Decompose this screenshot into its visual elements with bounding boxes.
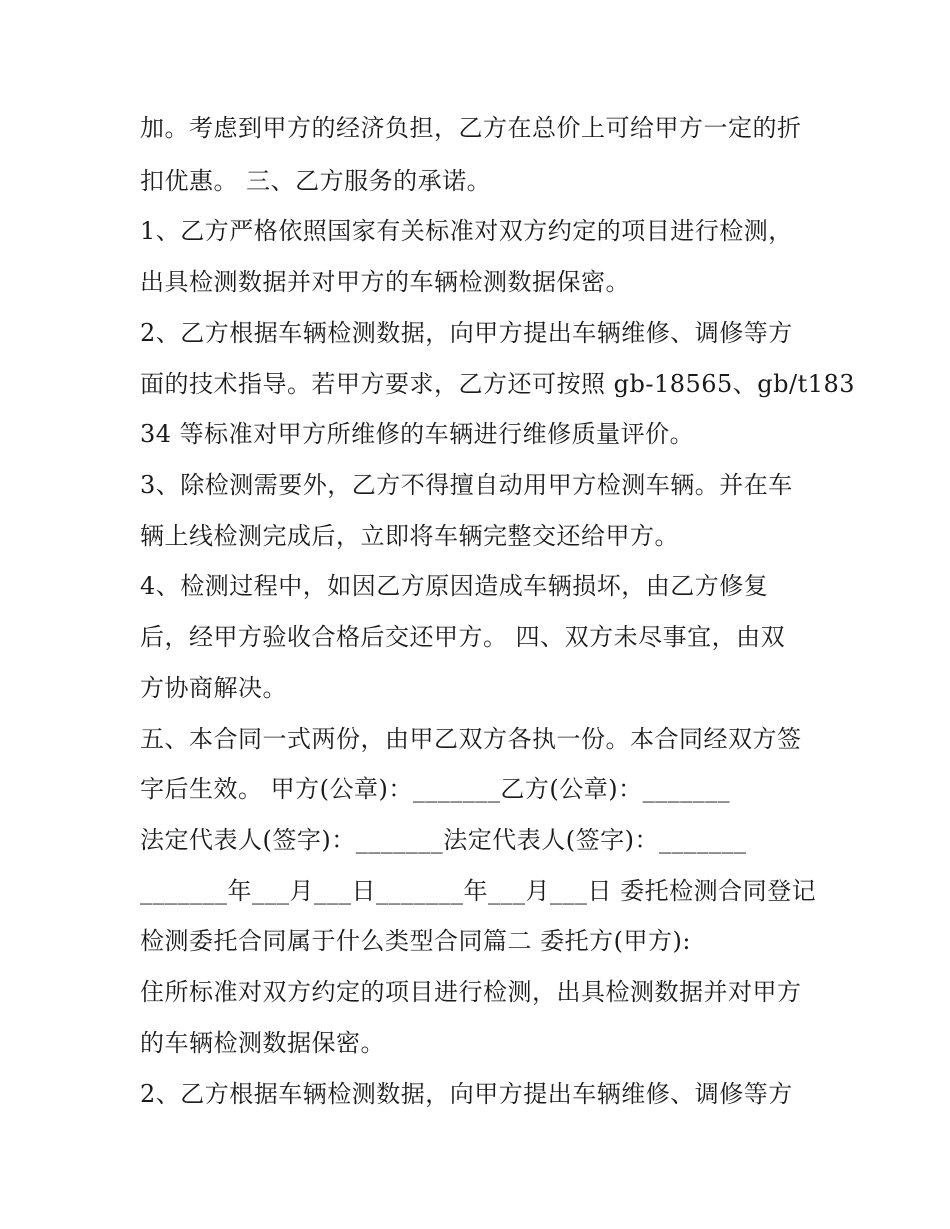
text-line: 4、检测过程中，如因乙方原因造成车辆损坏，由乙方修复 [140,572,769,600]
text-line: 1、乙方严格依照国家有关标准对双方约定的项目进行检测， [140,217,793,245]
text-line: 出具检测数据并对甲方的车辆检测数据保密。 [140,268,630,296]
text-line: 2、乙方根据车辆检测数据，向甲方提出车辆维修、调修等方 [140,1080,793,1108]
text-line: 34 等标准对甲方所维修的车辆进行维修质量评价。 [140,420,695,448]
text-line: 2、乙方根据车辆检测数据，向甲方提出车辆维修、调修等方 [140,319,793,347]
text-line: 五、本合同一式两份，由甲乙双方各执一份。本合同经双方签 [140,725,802,753]
text-line: 加。考虑到甲方的经济负担，乙方在总价上可给甲方一定的折 [140,114,802,142]
text-line: 后，经甲方验收合格后交还甲方。 四、双方未尽事宜，由双 [140,623,786,651]
text-line: 住所标准对双方约定的项目进行检测，出具检测数据并对甲方 [140,978,802,1006]
text-line: 法定代表人(签字)：_______法定代表人(签字)：_______ [140,826,747,854]
text-line: 3、除检测需要外，乙方不得擅自动用甲方检测车辆。并在车 [140,471,793,499]
text-line: 方协商解决。 [140,674,287,702]
text-line: 字后生效。 甲方(公章)：_______乙方(公章)：_______ [140,775,731,803]
text-line: 面的技术指导。若甲方要求，乙方还可按照 gb-18565、gb/t183 [140,370,856,398]
text-line: 扣优惠。 三、乙方服务的承诺。 [140,167,492,195]
text-line: 辆上线检测完成后，立即将车辆完整交还给甲方。 [140,522,679,550]
text-line: _______年___月___日_______年___月___日 委托检测合同登记 [140,877,817,905]
text-line: 检测委托合同属于什么类型合同篇二 委托方(甲方): [140,927,691,955]
text-line: 的车辆检测数据保密。 [140,1029,385,1057]
